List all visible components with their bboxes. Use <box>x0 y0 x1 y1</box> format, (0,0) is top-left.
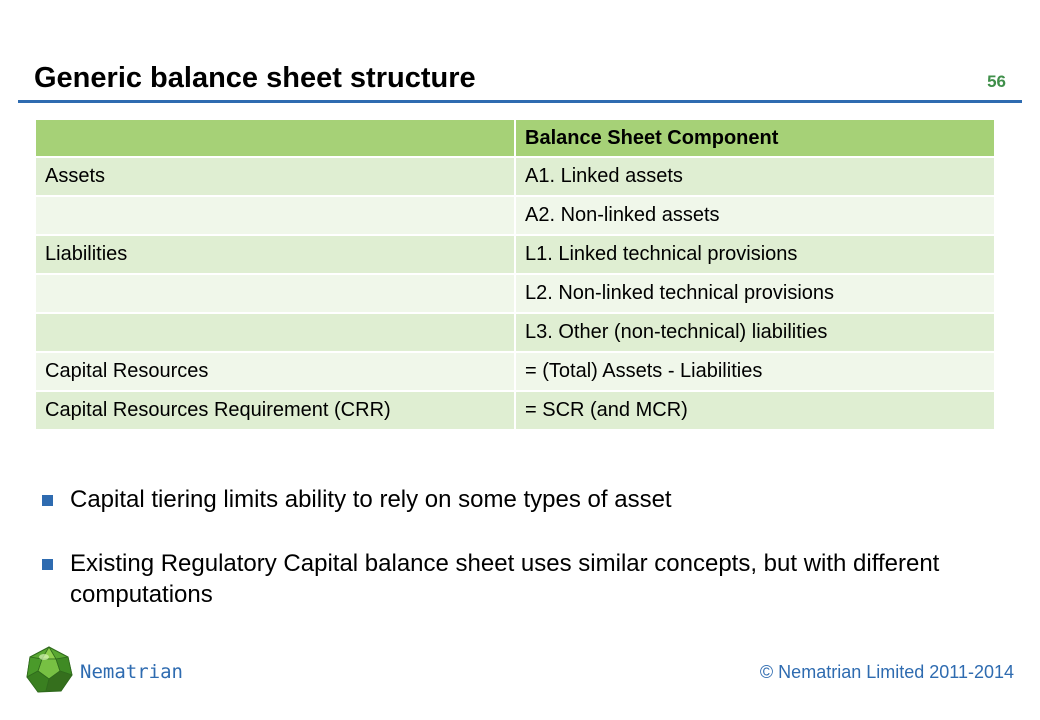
table-cell-category <box>36 197 514 236</box>
bullet-square-icon <box>42 559 53 570</box>
bullet-item <box>40 484 980 515</box>
table-cell-component: L1. Linked technical provisions <box>514 236 994 275</box>
bullet-text: Capital tiering limits ability to rely on some types of asset <box>70 486 672 513</box>
bullet-item <box>40 548 980 610</box>
table-cell-component: = (Total) Assets - Liabilities <box>514 353 994 392</box>
brand-name: Nematrian <box>80 661 183 683</box>
green-polyhedron-icon <box>24 645 74 695</box>
table-header-cell: Balance Sheet Component <box>514 120 994 158</box>
table-row <box>36 158 994 197</box>
bullet-text: Existing Regulatory Capital balance sheet uses similar concepts, but with different computations <box>70 550 940 608</box>
table-cell-category <box>36 314 514 353</box>
table-row <box>36 275 994 314</box>
page-number: 56 <box>987 72 1006 91</box>
table-cell-category: Capital Resources <box>36 353 514 392</box>
table-cell-category: Assets <box>36 158 514 197</box>
table-row <box>36 353 994 392</box>
table-header-cell <box>36 120 514 158</box>
table-row <box>36 314 994 353</box>
table-cell-category <box>36 275 514 314</box>
table-cell-component: L2. Non-linked technical provisions <box>514 275 994 314</box>
table-cell-category: Liabilities <box>36 236 514 275</box>
copyright-notice: © Nematrian Limited 2011-2014 <box>759 662 1014 682</box>
table-cell-category: Capital Resources Requirement (CRR) <box>36 392 514 431</box>
table-row <box>36 197 994 236</box>
table-cell-component: A1. Linked assets <box>514 158 994 197</box>
table-row <box>36 236 994 275</box>
bullet-square-icon <box>42 495 53 506</box>
title-divider <box>18 100 1022 103</box>
table-cell-component: L3. Other (non-technical) liabilities <box>514 314 994 353</box>
balance-sheet-table <box>36 120 994 431</box>
table-cell-component: = SCR (and MCR) <box>514 392 994 431</box>
table-cell-component: A2. Non-linked assets <box>514 197 994 236</box>
bullet-list <box>40 484 980 643</box>
slide-title: Generic balance sheet structure <box>34 62 476 94</box>
table-header-row <box>36 120 994 158</box>
table-row <box>36 392 994 431</box>
